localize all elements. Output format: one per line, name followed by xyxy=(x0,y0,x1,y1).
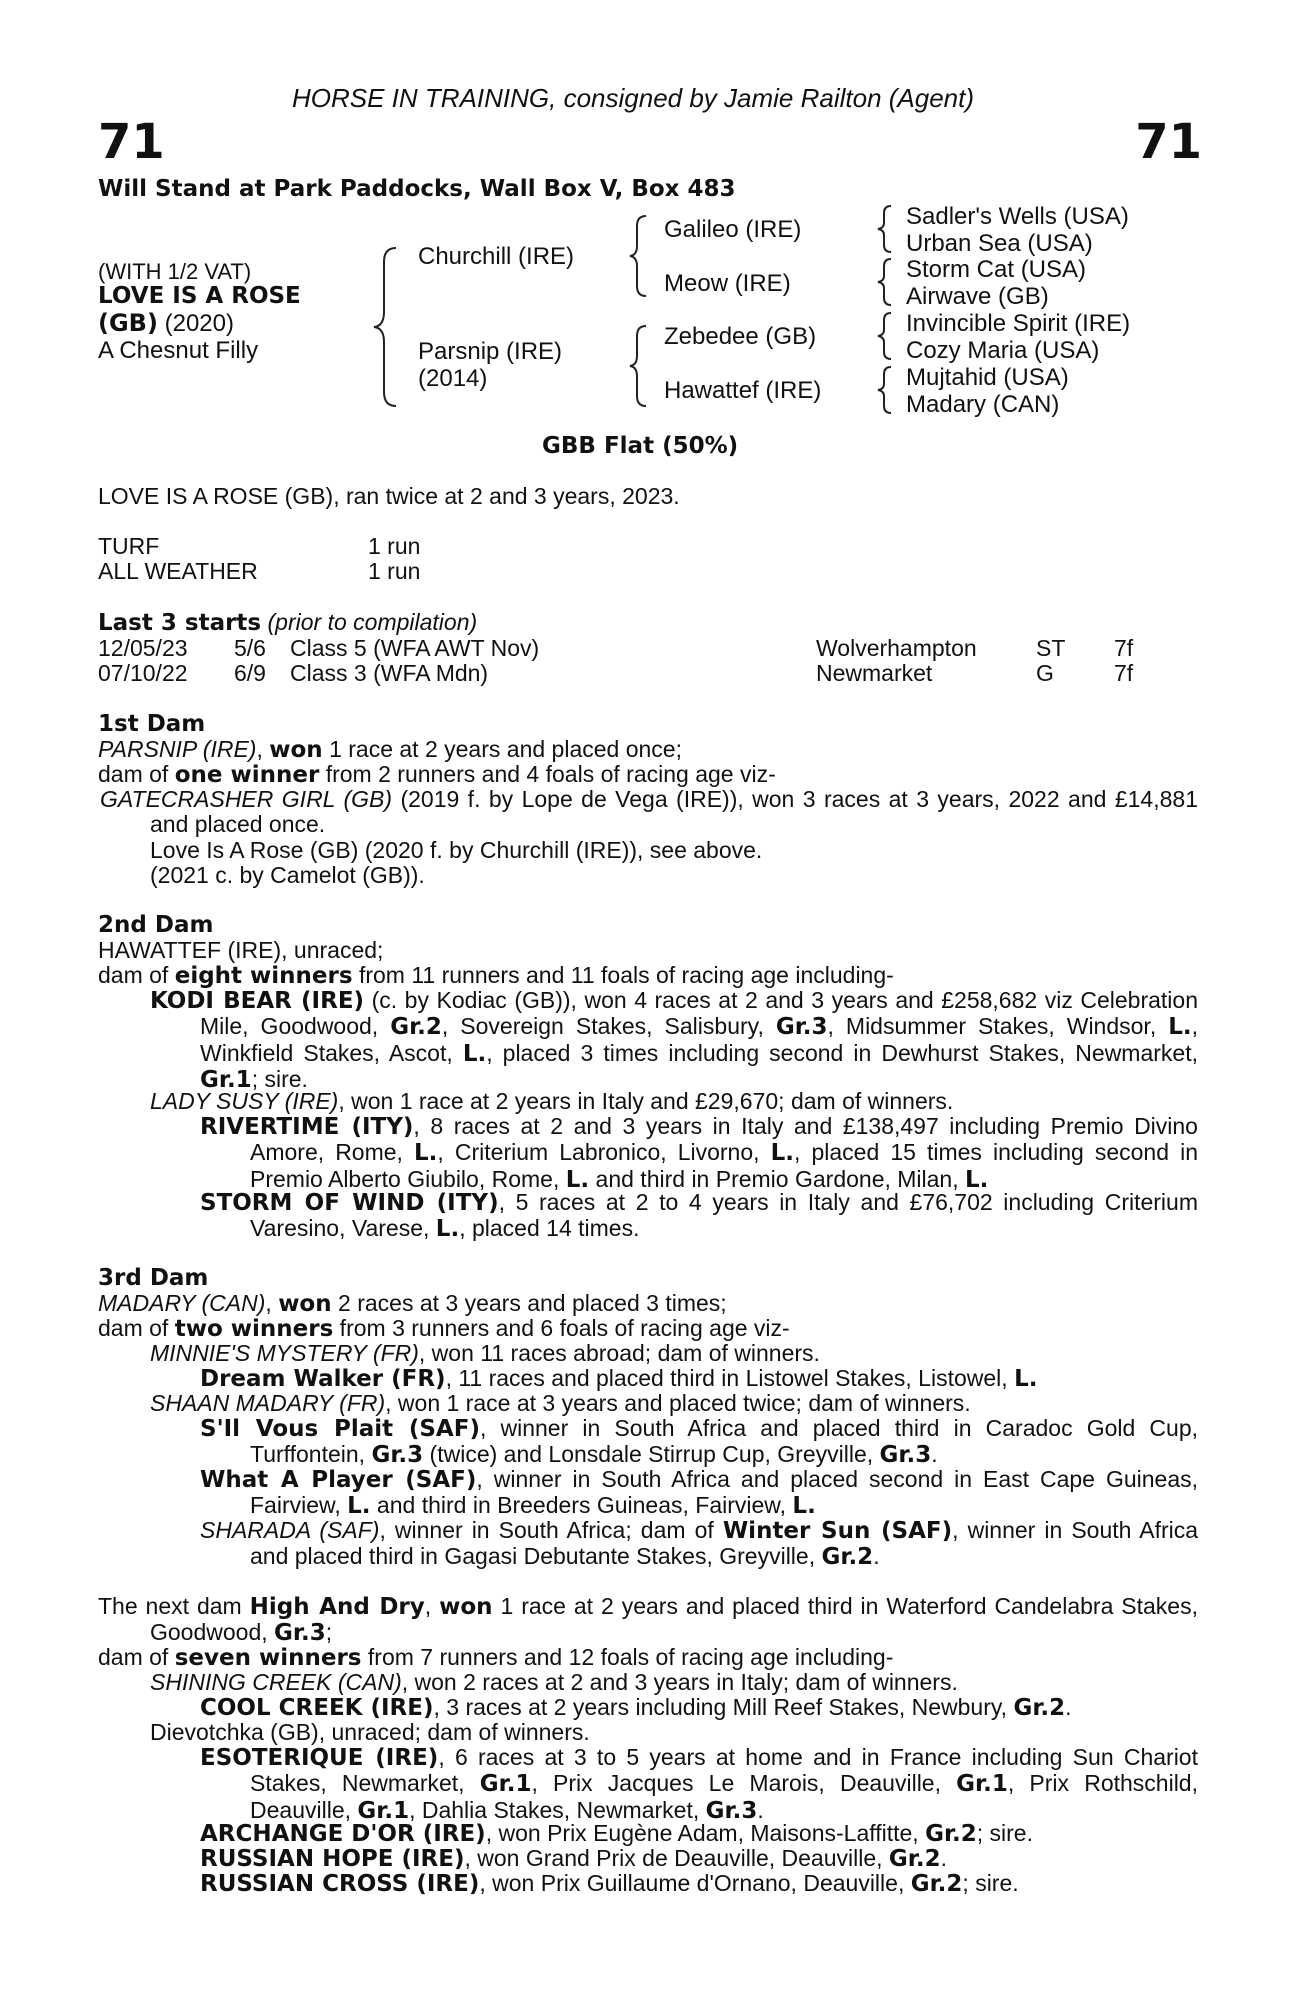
last-starts-heading: Last 3 starts (prior to compilation) xyxy=(98,609,478,636)
great-grandsire-6: Cozy Maria (USA) xyxy=(906,337,1100,364)
great-grandsire-2: Urban Sea (USA) xyxy=(906,230,1093,257)
start-race: Class 3 (WFA Mdn) xyxy=(290,660,489,686)
progeny-russian-cross: RUSSIAN CROSS (IRE), won Prix Guillaume d'Ornano, Deauville, Gr.2; sire. xyxy=(200,1870,1019,1897)
second-dam-line: HAWATTEF (IRE), unraced; xyxy=(98,937,384,963)
progeny-lady-susy: LADY SUSY (IRE), won 1 race at 2 years in Italy and £29,670; dam of winners. xyxy=(150,1088,954,1114)
lot-number-left: 71 xyxy=(98,114,165,170)
great-grandsire-7: Mujtahid (USA) xyxy=(906,364,1069,391)
first-dam-produce: dam of one winner from 2 runners and 4 foals of racing age viz- xyxy=(98,761,776,788)
scheme-label: GBB Flat (50%) xyxy=(542,433,739,459)
progeny-2021-colt: (2021 c. by Camelot (GB)). xyxy=(150,862,425,888)
start-course: Newmarket xyxy=(816,660,933,686)
start-date: 12/05/23 xyxy=(98,635,188,661)
grandsire-2: Meow (IRE) xyxy=(664,270,791,297)
start-going: G xyxy=(1036,660,1054,686)
start-date: 07/10/22 xyxy=(98,660,188,686)
lot-number-right: 71 xyxy=(1135,114,1202,170)
third-dam-produce: dam of two winners from 3 runners and 6 foals of racing age viz- xyxy=(98,1315,790,1342)
start-position: 5/6 xyxy=(234,635,266,661)
horse-description: A Chesnut Filly xyxy=(98,337,259,364)
surface-turf-value: 1 run xyxy=(368,533,421,559)
progeny-storm-of-wind: STORM OF WIND (ITY), 5 races at 2 to 4 years in Italy and £76,702 including Criterium Varesino, Varese, L., placed 14 times. xyxy=(200,1189,1198,1243)
next-dam-produce: dam of seven winners from 7 runners and 12 foals of racing age including- xyxy=(98,1644,894,1671)
surface-aw-value: 1 run xyxy=(368,558,421,584)
vat-note: (WITH 1/2 VAT) xyxy=(98,259,252,284)
progeny-what-a-player: What A Player (SAF), winner in South Africa and placed second in East Cape Guineas, Fairview, L. and third in Breeders Guineas, Fairview, L. xyxy=(200,1466,1198,1520)
sire-name: Churchill (IRE) xyxy=(418,243,575,270)
first-dam-heading: 1st Dam xyxy=(98,711,206,737)
grandsire-4: Hawattef (IRE) xyxy=(664,377,822,404)
start-distance: 7f xyxy=(1114,660,1134,686)
pedigree-brace-sire xyxy=(628,214,650,298)
great-grandsire-3: Storm Cat (USA) xyxy=(906,256,1087,283)
progeny-dievotchka: Dievotchka (GB), unraced; dam of winners. xyxy=(150,1719,590,1745)
next-dam-line: The next dam High And Dry, won 1 race at 2 years and placed third in Waterford Candelabra Stakes, Goodwood, Gr.3; xyxy=(98,1593,1198,1647)
page-header: HORSE IN TRAINING, consigned by Jamie Railton (Agent) xyxy=(292,83,975,113)
progeny-sil-vous-plait: S'Il Vous Plait (SAF), winner in South Africa and placed third in Caradoc Gold Cup, Turffontein, Gr.3 (twice) and Lonsdale Stirrup Cup, Greyville, Gr.3. xyxy=(200,1415,1199,1469)
great-grandsire-8: Madary (CAN) xyxy=(906,391,1060,418)
great-grandsire-1: Sadler's Wells (USA) xyxy=(906,203,1129,230)
progeny-gatecrasher-girl: GATECRASHER GIRL (GB) (2019 f. by Lope de Vega (IRE)), won 3 races at 3 years, 2022 and £14,881 and placed once. xyxy=(100,786,1198,838)
surface-turf-label: TURF xyxy=(98,533,160,559)
stand-location: Will Stand at Park Paddocks, Wall Box V, Box 483 xyxy=(98,176,736,202)
horse-name-line2: (GB) (2020) xyxy=(98,309,234,337)
third-dam-heading: 3rd Dam xyxy=(98,1265,209,1291)
progeny-sharada: SHARADA (SAF), winner in South Africa; dam of Winter Sun (SAF), winner in South Africa and placed third in Gagasi Debutante Stakes, Greyville, Gr.2. xyxy=(200,1517,1199,1571)
progeny-kodi-bear: KODI BEAR (IRE) (c. by Kodiac (GB)), won 4 races at 2 and 3 years and £258,682 viz Celebration Mile, Goodwood, Gr.2, Sovereign Stakes, Salisbury, Gr.3, Midsummer Stakes, Windsor, L., Winkfield Stakes, Ascot, L., placed 3 times including second in Dewhurst Stakes, Newmarket, Gr.1; sire. xyxy=(150,987,1198,1093)
progeny-shining-creek: SHINING CREEK (CAN), won 2 races at 2 and 3 years in Italy; dam of winners. xyxy=(150,1669,958,1695)
grandsire-3: Zebedee (GB) xyxy=(664,323,817,350)
start-distance: 7f xyxy=(1114,635,1134,661)
progeny-love-is-a-rose: Love Is A Rose (GB) (2020 f. by Churchill (IRE)), see above. xyxy=(150,837,763,863)
dam-year: (2014) xyxy=(418,365,488,392)
progeny-rivertime: RIVERTIME (ITY), 8 races at 2 and 3 years in Italy and £138,497 including Premio Divino Amore, Rome, L., Criterium Labronico, Livorno, L., placed 15 times including second in Premio Alberto Giubilo, Rome, L. and third in Premio Gardone, Milan, L. xyxy=(200,1113,1198,1193)
second-dam-produce: dam of eight winners from 11 runners and 11 foals of racing age including- xyxy=(98,962,894,989)
progeny-russian-hope: RUSSIAN HOPE (IRE), won Grand Prix de Deauville, Deauville, Gr.2. xyxy=(200,1845,947,1872)
progeny-esoterique: ESOTERIQUE (IRE), 6 races at 3 to 5 years at home and in France including Sun Chariot Stakes, Newmarket, Gr.1, Prix Jacques Le Marois, Deauville, Gr.1, Prix Rothschild, Deauville, Gr.1, Dahlia Stakes, Newmarket, Gr.3. xyxy=(200,1744,1198,1824)
progeny-cool-creek: COOL CREEK (IRE), 3 races at 2 years including Mill Reef Stakes, Newbury, Gr.2. xyxy=(200,1694,1072,1721)
start-race: Class 5 (WFA AWT Nov) xyxy=(290,635,540,661)
pedigree-brace-main xyxy=(372,246,402,408)
pedigree-brace-gg2 xyxy=(876,257,894,307)
horse-name: LOVE IS A ROSE xyxy=(98,283,301,309)
progeny-minnies-mystery: MINNIE'S MYSTERY (FR), won 11 races abroad; dam of winners. xyxy=(150,1340,820,1366)
pedigree-brace-gg1 xyxy=(876,204,894,254)
start-going: ST xyxy=(1036,635,1066,661)
progeny-archange-dor: ARCHANGE D'OR (IRE), won Prix Eugène Adam, Maisons-Laffitte, Gr.2; sire. xyxy=(200,1820,1033,1847)
race-summary: LOVE IS A ROSE (GB), ran twice at 2 and 3 years, 2023. xyxy=(98,483,680,509)
third-dam-line: MADARY (CAN), won 2 races at 3 years and placed 3 times; xyxy=(98,1290,727,1317)
start-position: 6/9 xyxy=(234,660,266,686)
surface-aw-label: ALL WEATHER xyxy=(98,558,258,584)
dam-name: Parsnip (IRE) xyxy=(418,338,563,365)
second-dam-heading: 2nd Dam xyxy=(98,912,214,938)
great-grandsire-5: Invincible Spirit (IRE) xyxy=(906,310,1131,337)
first-dam-line: PARSNIP (IRE), won 1 race at 2 years and placed once; xyxy=(98,736,682,763)
start-course: Wolverhampton xyxy=(816,635,977,661)
pedigree-brace-gg4 xyxy=(876,365,894,415)
progeny-shaan-madary: SHAAN MADARY (FR), won 1 race at 3 years and placed twice; dam of winners. xyxy=(150,1390,971,1416)
pedigree-brace-gg3 xyxy=(876,311,894,361)
progeny-dream-walker: Dream Walker (FR), 11 races and placed third in Listowel Stakes, Listowel, L. xyxy=(200,1365,1038,1392)
great-grandsire-4: Airwave (GB) xyxy=(906,283,1049,310)
grandsire-1: Galileo (IRE) xyxy=(664,216,802,243)
pedigree-brace-dam xyxy=(628,324,650,408)
